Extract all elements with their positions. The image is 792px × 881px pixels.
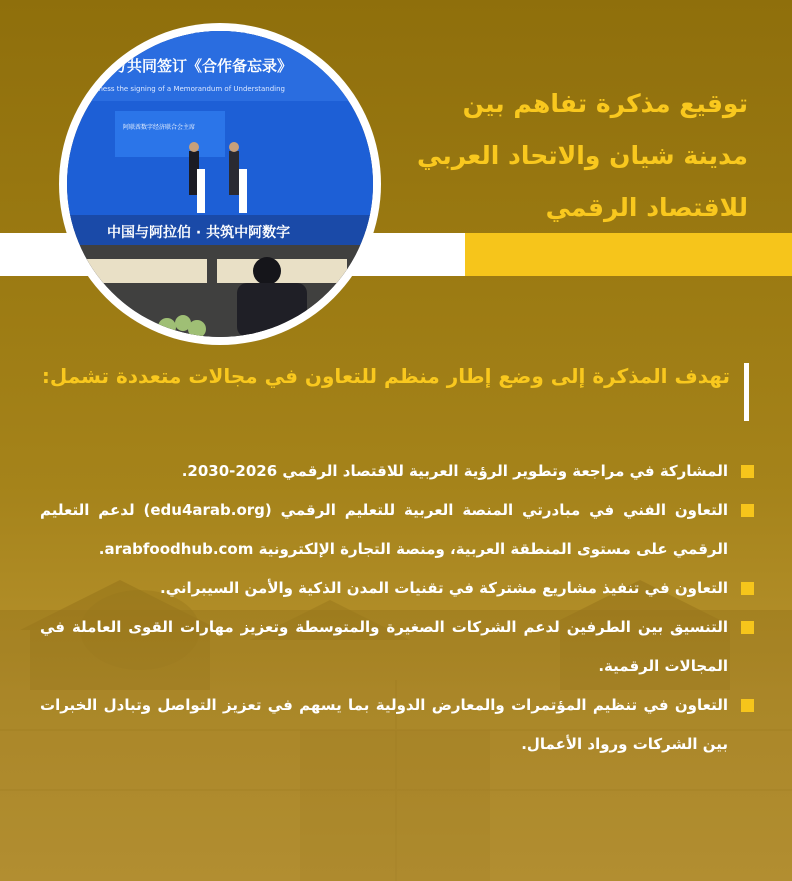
yellow-band (465, 233, 792, 276)
podium-text: 阿联酋数字经济联合会主席 (123, 124, 196, 131)
list-item-text: التعاون في تنظيم المؤتمرات والمعارض الدولية بما يسهم في تعزيز التواصل وتبادل الخبرات بين الشركات ورواد الأعمال. (40, 696, 728, 753)
list-item-text: التعاون الفني في مبادرتي المنصة العربية للتعليم الرقمي (edu4arab.org) لدعم التعليم الرقمي على مستوى المنطقة العربية، ومنصة التجارة الإلكترونية arabfoodhub.com. (40, 501, 728, 558)
square-bullet-icon (741, 504, 754, 517)
headline (388, 78, 748, 234)
list-item (40, 452, 754, 491)
list-item (40, 686, 754, 764)
square-bullet-icon (741, 621, 754, 634)
stage-text: 中国与阿拉伯 · 共筑中阿数字 (107, 225, 291, 241)
headline-line-2: مدينة شيان والاتحاد العربي (417, 141, 748, 170)
list-item (40, 608, 754, 686)
headline-line-1: توقيع مذكرة تفاهم بين (462, 89, 748, 118)
signing-ceremony-photo (67, 31, 373, 337)
intro-accent-bar (744, 363, 749, 421)
headline-line-3: للاقتصاد الرقمي (545, 193, 748, 222)
list-item (40, 491, 754, 569)
banner-text: 双方共同签订《合作备忘录》 (97, 57, 293, 75)
objectives-list (40, 452, 754, 764)
square-bullet-icon (741, 699, 754, 712)
intro-text: تهدف المذكرة إلى وضع إطار منظم للتعاون في مجالات متعددة تشمل: (41, 364, 730, 388)
list-item-text: المشاركة في مراجعة وتطوير الرؤية العربية للاقتصاد الرقمي 2026-2030. (181, 462, 728, 480)
square-bullet-icon (741, 582, 754, 595)
list-item-text: التنسيق بين الطرفين لدعم الشركات الصغيرة والمتوسطة وتعزيز مهارات القوى العاملة في المجالات الرقمية. (40, 618, 728, 675)
list-item-text: التعاون في تنفيذ مشاريع مشتركة في تقنيات المدن الذكية والأمن السيبراني. (160, 579, 728, 597)
banner-subtext: Witness the signing of a Memorandum of Understanding (87, 85, 285, 93)
square-bullet-icon (741, 465, 754, 478)
list-item (40, 569, 754, 608)
